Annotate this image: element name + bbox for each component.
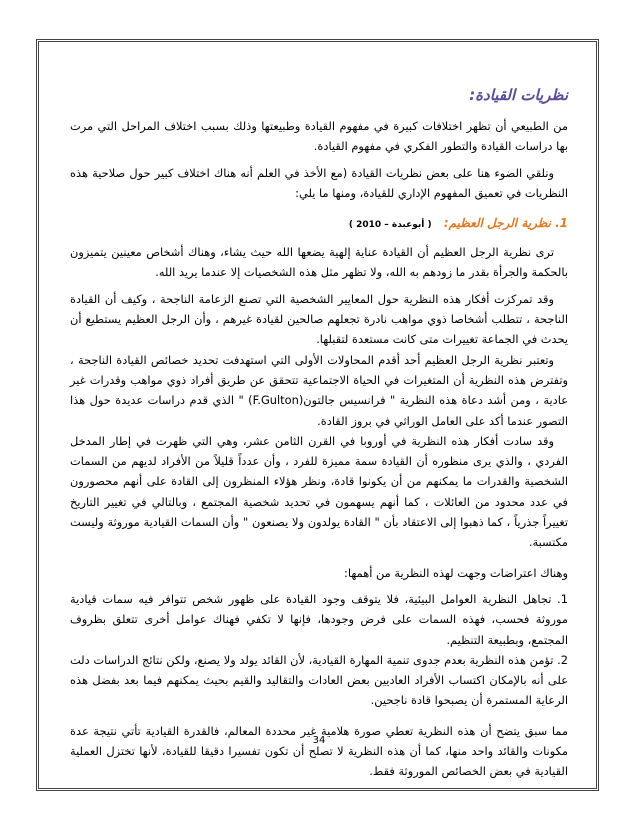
page-number: 34 — [312, 735, 326, 746]
section-paragraph-3: وتعتبر نظرية الرجل العظيم أحد أقدم المحاولات الأولى التي استهدفت تحديد خصائص القيادة الناجحة ، وتفترض هذه النظرية أن المتغيرات في الحياة الاجتماعية تتحقق عن طريق أفراد ذوي مواهب وقدرات غير عادية ، ومن أشد دعاة هذه النظرية " فرانسيس جالتون(F.Gulton) " الذي قدم دراسات عديدة حول هذا التصور عندما أكد على العامل الوراثي في بروز القادة. — [70, 352, 568, 428]
page-title: نظريات القيادة: — [469, 86, 568, 104]
conclusion-paragraph: مما سبق يتضح أن هذه النظرية تعطي صورة هلامية غير محددة المعالم، فالقدرة القيادية تأتي نتيجة عدة مكونات والقائد واحد منها، كما أن هذه النظرية لا تصلح أن تكون تفسيرا دقيقا للقيادة، لأنها تختزل العملية القيادية في بعض الخصائص الموروثة فقط. — [70, 723, 568, 779]
section-heading-text: 1. نظرية الرجل العظيم: — [443, 216, 568, 231]
intro-paragraph-1: من الطبيعي أن تظهر اختلافات كبيرة في مفهوم القيادة وطبيعتها وذلك بسبب اختلاف المراحل التي مرت بها دراسات القيادة والتطور الفكري في مفهوم القيادة. — [70, 119, 568, 154]
objections-intro: وهناك اعتراضات وجهت لهذه النظرية من أهمها: — [344, 565, 568, 580]
section-heading — [70, 213, 568, 236]
objection-item-2: 2. تؤمن هذه النظرية بعدم جدوى تنمية المهارة القيادية، لأن القائد يولد ولا يصنع، ولكن نتائج الدراسات دلت على أنه بالإمكان اكتساب الأفراد العاديين بعض العادات والتقاليد والقيم بحيث يمكنهم فيما بعد بفضل هذه الرعاية المستمرة أن يصبحوا قادة ناجحين. — [70, 652, 568, 708]
section-paragraph-1: ترى نظرية الرجل العظيم أن القيادة عناية إلهية يضعها الله حيث يشاء، وهناك أشخاص معينين يتميزون بالحكمة والجرأة بقدر ما زودهم به الله، ولا تظهر مثل هذه الشخصيات إلا عندما يريد الله. — [70, 245, 568, 280]
objection-item-1: 1. تجاهل النظرية العوامل البيئية، فلا يتوقف وجود القيادة على ظهور شخص تتوافر فيه سمات قيادية موروثة فحسب، فهذه السمات على فرض وجودها، فإنها لا تكفي فهناك عوامل أخرى تتعلق بظروف المجتمع، وبطبيعة التنظيم. — [70, 591, 568, 647]
document-body — [70, 84, 568, 782]
intro-paragraph-2: ونلقي الضوء هنا على بعض نظريات القيادة (مع الأخذ في العلم أنه هناك اختلاف كبير حول صلاحية هذه النظريات في تعميق المفهوم الإداري للقيادة، ومنها ما يلي: — [70, 165, 568, 200]
section-reference: ( أبوعبدة – 2010 ) — [348, 220, 432, 231]
section-paragraph-4: وقد سادت أفكار هذه النظرية في أوروبا في القرن الثامن عشر، وهي التي ظهرت في إطار المدخل الفردي ، والذي يرى منظوره أن القيادة سمة مميزة للفرد ، وأن عدداً قليلاً من الأفراد لديهم من السمات الشخصية والقدرات ما يمكنهم من أن يكونوا قادة، ونظر هؤلاء المنظرون إلى القادة على أنهم محصورون في عدد محدود من العائلات ، كما أنهم يسهمون في تحديد شخصية المجتمع ، وبالتالي في تغيير التاريخ تغييراً جذرياً ، كما ذهبوا إلى الاعتقاد بأن " القادة يولدون ولا يصنعون " وأن السمات القيادية موروثة وليست مكتسبة. — [70, 433, 568, 550]
section-paragraph-2: وقد تمركزت أفكار هذه النظرية حول المعايير الشخصية التي تصنع الزعامة الناجحة ، وكيف أن القيادة الناجحة ، تتطلب أشخاصا ذوي مواهب نادرة تجعلهم صالحين لقيادة غيرهم ، وأن الرجل العظيم يستطيع أن يحدث في الجماعة تغييرات متى كانت مستعدة لتقبلها. — [70, 291, 568, 347]
